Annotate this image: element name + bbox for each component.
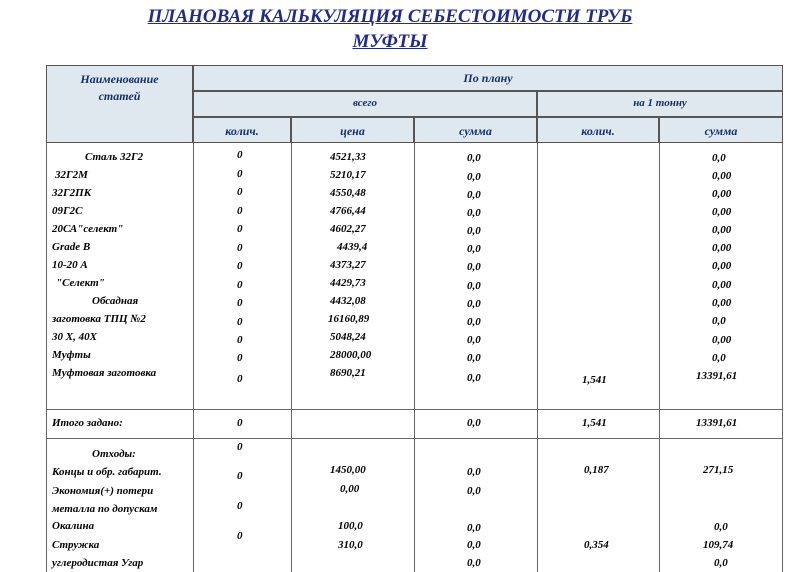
row-qty: 0 [237, 334, 243, 346]
row-price: 28000,00 [330, 349, 372, 361]
row-sum: 0,0 [467, 261, 481, 273]
header-qty-label: колич. [225, 124, 259, 138]
row-sum-per-ton: 0,00 [712, 242, 732, 254]
row-sum-per-ton: 0,0 [714, 521, 728, 533]
row-sum-per-ton: 0,00 [712, 297, 732, 309]
row-sum: 0,0 [467, 522, 481, 534]
row-sum: 0,0 [467, 171, 481, 183]
total-label: Итого задано: [52, 417, 123, 429]
header-sum-per-ton-cell [659, 117, 783, 143]
row-sum-per-ton: 0,00 [712, 188, 732, 200]
header-sum-label: сумма [459, 124, 492, 138]
row-qty: 0 [237, 352, 243, 364]
row-sum: 0,0 [467, 352, 481, 364]
row-name: Сталь 32Г2 [85, 151, 144, 163]
row-sum-per-ton: 13391,61 [696, 370, 738, 382]
row-sum-per-ton: 0,00 [712, 279, 732, 291]
row-sum: 0,0 [467, 557, 481, 569]
row-sum: 0,0 [467, 466, 481, 478]
row-sum-per-ton: 0,00 [712, 170, 732, 182]
row-qty: 0 [237, 168, 243, 180]
row-qty: 0 [237, 223, 243, 235]
header-qty-per-ton-label: колич. [581, 124, 615, 138]
row-sum-per-ton: 0,00 [712, 224, 732, 236]
waste-heading-qty: 0 [237, 441, 243, 453]
row-price: 4550,48 [330, 187, 366, 199]
row-name: 32Г2М [55, 169, 88, 181]
row-sum: 0,0 [467, 243, 481, 255]
header-plan-cell [193, 65, 783, 91]
row-sum-per-ton: 0,00 [712, 334, 732, 346]
row-name: 20СА"селект" [52, 223, 124, 235]
row-sum: 0,0 [467, 189, 481, 201]
header-price-label: цена [340, 124, 365, 138]
row-price: 4373,27 [330, 259, 366, 271]
row-sum-per-ton: 271,15 [703, 464, 734, 476]
row-qty: 0 [237, 373, 243, 385]
row-price: 1450,00 [330, 464, 366, 476]
row-price: 4432,08 [330, 295, 366, 307]
header-plan-label: По плану [463, 71, 513, 85]
total-qty-per-ton: 1,541 [582, 417, 607, 429]
grid-line [291, 143, 292, 572]
total-sum: 0,0 [467, 417, 481, 429]
row-qty: 0 [237, 205, 243, 217]
row-name: Муфты [52, 349, 91, 361]
header-name-line2: статей [98, 89, 141, 103]
header-per-ton-label: на 1 тонну [633, 97, 687, 109]
row-name: углеродистая Угар [52, 557, 144, 569]
row-sum-per-ton: 0,0 [714, 557, 728, 569]
grid-line [46, 143, 47, 572]
header-sum-cell [414, 117, 537, 143]
header-qty-per-ton-cell [537, 117, 659, 143]
row-name: металла по допускам [52, 503, 158, 515]
header-qty-cell [193, 117, 291, 143]
row-price: 100,0 [338, 520, 363, 532]
row-sum-per-ton: 109,74 [703, 539, 734, 551]
row-price: 5048,24 [330, 331, 366, 343]
row-price: 0,00 [340, 483, 360, 495]
row-sum: 0,0 [467, 539, 481, 551]
row-sum-per-ton: 0,00 [712, 260, 732, 272]
total-sum-per-ton: 13391,61 [696, 417, 738, 429]
row-price: 4521,33 [330, 151, 366, 163]
header-per-ton-cell [537, 91, 783, 117]
grid-line [782, 143, 783, 572]
row-name: Муфтовая заготовка [52, 367, 157, 379]
row-name: Grade B [52, 241, 91, 253]
row-price: 4766,44 [330, 205, 366, 217]
row-name: заготовка ТПЦ №2 [52, 313, 146, 325]
row-sum-per-ton: 0,0 [712, 152, 726, 164]
row-name: Окалина [52, 520, 95, 532]
row-sum-per-ton: 0,00 [712, 206, 732, 218]
row-name: "Селект" [56, 277, 105, 289]
row-qty: 0 [237, 316, 243, 328]
row-price: 5210,17 [330, 169, 366, 181]
row-price: 4439,4 [337, 241, 368, 253]
row-sum: 0,0 [467, 485, 481, 497]
row-qty: 0 [237, 297, 243, 309]
row-name: Обсадная [92, 295, 139, 307]
row-qty-per-ton: 0,187 [584, 464, 609, 476]
row-qty: 0 [237, 149, 243, 161]
grid-line [46, 438, 783, 439]
row-sum-per-ton: 0,0 [712, 352, 726, 364]
row-sum: 0,0 [467, 372, 481, 384]
total-qty: 0 [237, 417, 243, 429]
row-price: 4429,73 [330, 277, 366, 289]
row-sum: 0,0 [467, 298, 481, 310]
row-qty-per-ton: 0,354 [584, 539, 609, 551]
row-name: 32Г2ПК [52, 187, 92, 199]
header-price-cell [291, 117, 414, 143]
row-qty: 0 [237, 186, 243, 198]
row-sum: 0,0 [467, 207, 481, 219]
title-line-1: ПЛАНОВАЯ КАЛЬКУЛЯЦИЯ СЕБЕСТОИМОСТИ ТРУБ [147, 6, 633, 27]
row-sum: 0,0 [467, 225, 481, 237]
row-sum-per-ton: 0,0 [712, 315, 726, 327]
row-qty: 0 [237, 242, 243, 254]
row-name: 10-20 А [52, 259, 88, 271]
row-qty: 0 [237, 260, 243, 272]
header-name-line1: Наименование [80, 72, 159, 86]
row-qty: 0 [237, 530, 243, 542]
row-name: 30 Х, 40Х [52, 331, 97, 343]
grid-line [193, 143, 194, 572]
row-qty-per-ton: 1,541 [582, 374, 607, 386]
row-name: Концы и обр. габарит. [52, 466, 162, 478]
waste-heading: Отходы: [92, 448, 136, 460]
grid-line [659, 143, 660, 572]
title-line-2: МУФТЫ [352, 31, 428, 52]
row-qty: 0 [237, 279, 243, 291]
row-price: 4602,27 [330, 223, 366, 235]
row-price: 8690,21 [330, 367, 366, 379]
row-sum: 0,0 [467, 280, 481, 292]
row-qty: 0 [237, 500, 243, 512]
header-name-cell [46, 65, 193, 143]
row-price: 16160,89 [328, 313, 370, 325]
grid-line [414, 143, 415, 572]
row-name: Экономия(+) потери [52, 485, 154, 497]
row-price: 310,0 [338, 539, 363, 551]
row-sum: 0,0 [467, 316, 481, 328]
row-name: 09Г2С [52, 205, 83, 217]
grid-line [537, 143, 538, 572]
row-sum: 0,0 [467, 152, 481, 164]
row-name: Стружка [52, 539, 100, 551]
header-total-cell [193, 91, 537, 117]
grid-line [46, 409, 783, 410]
header-total-label: всего [353, 97, 377, 109]
row-qty: 0 [237, 470, 243, 482]
row-sum: 0,0 [467, 334, 481, 346]
header-sum-per-ton-label: сумма [704, 124, 738, 138]
